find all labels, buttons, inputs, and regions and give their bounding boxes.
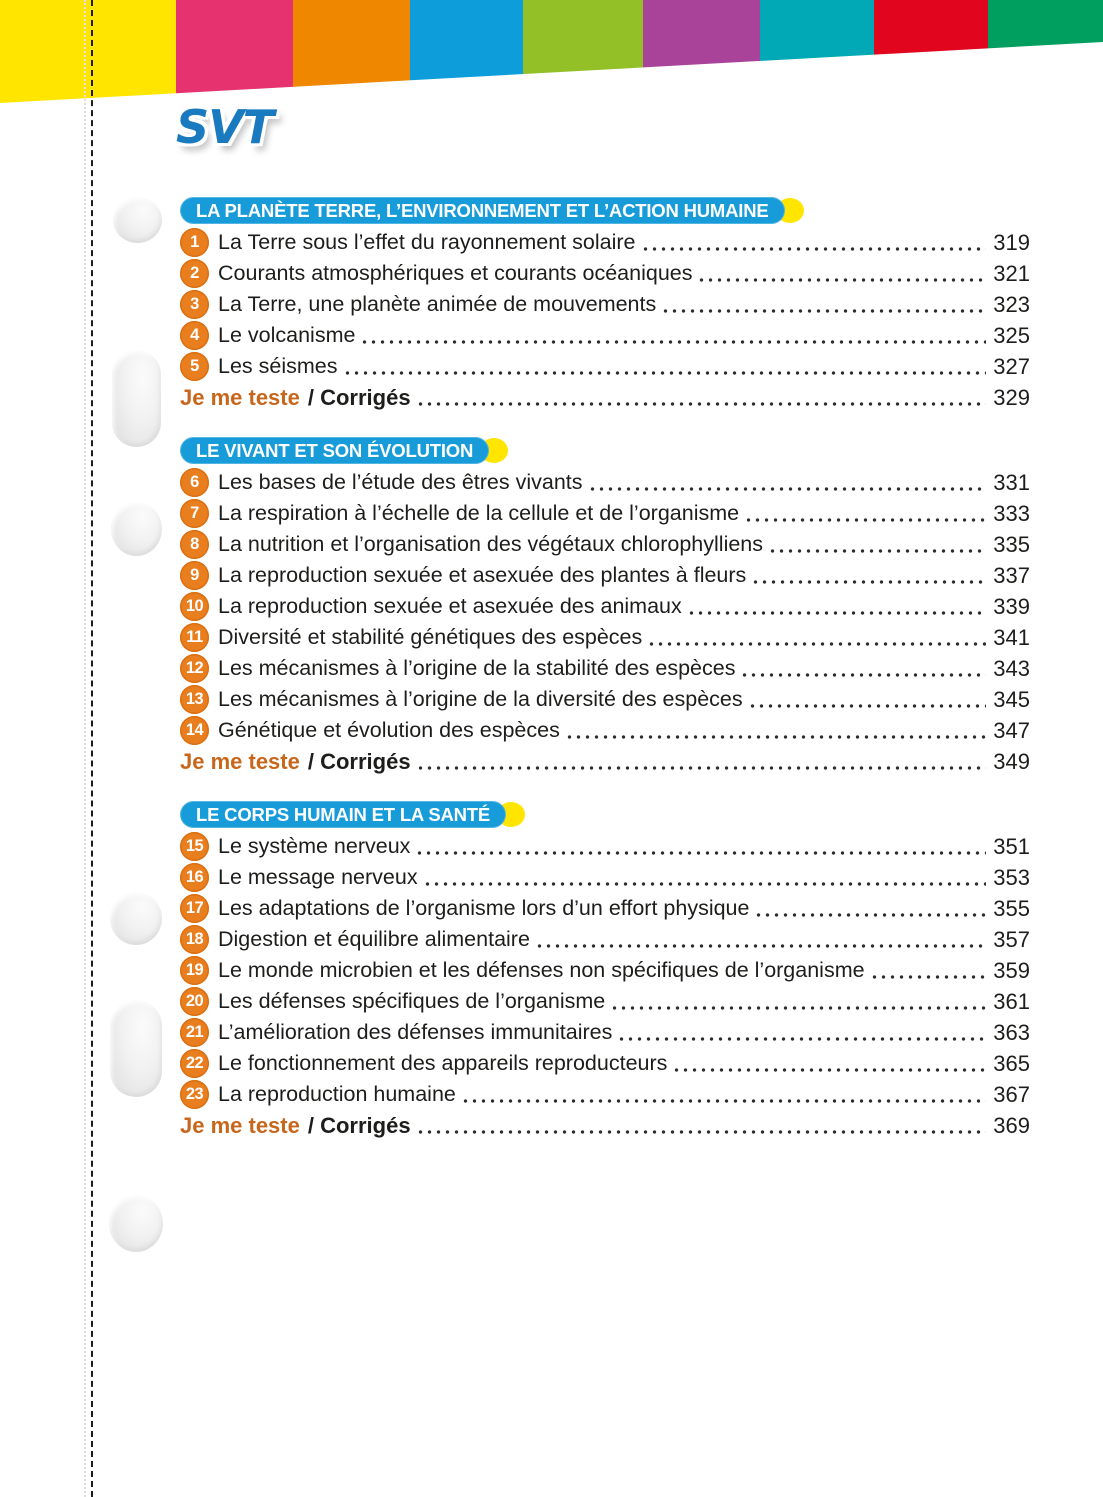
banner-stripe-purple	[643, 0, 760, 103]
chapter-page-number: 347	[993, 717, 1030, 743]
chapter-number-badge: 13	[180, 685, 209, 714]
dot-leader	[461, 1099, 986, 1103]
dot-leader	[751, 580, 986, 584]
section-title: LA PLANÈTE TERRE, L’ENVIRONNEMENT ET L’ACTION HUMAINE	[180, 197, 785, 224]
dot-leader	[697, 278, 986, 282]
dot-leader	[740, 673, 986, 677]
banner-stripe-blue	[410, 0, 523, 103]
toc-entry	[180, 715, 1030, 746]
chapter-number-badge: 10	[180, 592, 209, 621]
dot-leader	[744, 518, 986, 522]
banner-stripe-green	[523, 0, 643, 103]
toc-entry	[180, 289, 1030, 320]
chapter-title: Les adaptations de l’organisme lors d’un effort physique	[218, 896, 750, 920]
toc-entry	[180, 924, 1030, 955]
dot-leader	[416, 402, 986, 406]
chapter-number-badge: 5	[180, 352, 209, 381]
chapter-title: Les mécanismes à l’origine de la stabilité des espèces	[218, 656, 736, 680]
toc-entry	[180, 831, 1030, 862]
toc-entry	[180, 1017, 1030, 1048]
je-me-teste-label: Je me teste	[180, 1112, 300, 1138]
toc-entry	[180, 653, 1030, 684]
footer-page-number: 349	[993, 748, 1030, 774]
chapter-number-badge: 7	[180, 499, 209, 528]
chapter-title: Diversité et stabilité génétiques des espèces	[218, 625, 643, 649]
chapter-number-badge: 8	[180, 530, 209, 559]
chapter-title: La reproduction sexuée et asexuée des animaux	[218, 594, 682, 618]
toc-entry	[180, 351, 1030, 382]
je-me-teste-row	[180, 746, 1030, 777]
toc-entry	[180, 258, 1030, 289]
chapter-title: L’amélioration des défenses immunitaires	[218, 1020, 613, 1044]
toc-entry	[180, 467, 1030, 498]
toc-entry	[180, 498, 1030, 529]
dot-leader	[588, 487, 986, 491]
chapter-page-number: 363	[993, 1019, 1030, 1045]
chapter-page-number: 341	[993, 624, 1030, 650]
chapter-title: Les mécanismes à l’origine de la diversité des espèces	[218, 687, 743, 711]
je-me-teste-row	[180, 1110, 1030, 1141]
chapter-page-number: 331	[993, 469, 1030, 495]
punch-hole	[110, 1000, 162, 1097]
toc-section-3	[180, 801, 1030, 1141]
chapter-number-badge: 9	[180, 561, 209, 590]
toc-entry	[180, 591, 1030, 622]
chapter-page-number: 355	[993, 895, 1030, 921]
chapter-number-badge: 19	[180, 956, 209, 985]
punch-hole	[110, 892, 162, 945]
corriges-label: / Corrigés	[307, 748, 411, 774]
toc-entry	[180, 320, 1030, 351]
chapter-page-number: 327	[993, 353, 1030, 379]
chapter-page-number: 325	[993, 322, 1030, 348]
corriges-label: / Corrigés	[307, 384, 411, 410]
banner-stripe-pink	[176, 0, 293, 103]
toc-entry	[180, 893, 1030, 924]
toc-entry	[180, 684, 1030, 715]
chapter-number-badge: 2	[180, 259, 209, 288]
dot-leader	[416, 1130, 986, 1134]
chapter-page-number: 357	[993, 926, 1030, 952]
chapter-page-number: 333	[993, 500, 1030, 526]
banner-stripe-teal	[760, 0, 874, 103]
dot-leader	[672, 1068, 986, 1072]
chapter-page-number: 319	[993, 229, 1030, 255]
chapter-number-badge: 17	[180, 894, 209, 923]
chapter-title: Génétique et évolution des espèces	[218, 718, 560, 742]
chapter-number-badge: 4	[180, 321, 209, 350]
toc-entry	[180, 227, 1030, 258]
footer-page-number: 329	[993, 384, 1030, 410]
toc-entry	[180, 622, 1030, 653]
chapter-number-badge: 12	[180, 654, 209, 683]
chapter-number-badge: 15	[180, 832, 209, 861]
chapter-title: Le volcanisme	[218, 323, 356, 347]
toc-entry	[180, 529, 1030, 560]
dot-leader	[565, 735, 986, 739]
top-banner	[0, 0, 1103, 103]
chapter-number-badge: 20	[180, 987, 209, 1016]
footer-page-number: 369	[993, 1112, 1030, 1138]
punch-hole	[111, 502, 162, 556]
chapter-title: La nutrition et l’organisation des végétaux chlorophylliens	[218, 532, 764, 556]
chapter-page-number: 367	[993, 1081, 1030, 1107]
chapter-title: Le fonctionnement des appareils reproducteurs	[218, 1051, 668, 1075]
chapter-number-badge: 11	[180, 623, 209, 652]
chapter-page-number: 339	[993, 593, 1030, 619]
dot-leader	[768, 549, 986, 553]
dot-leader	[360, 340, 986, 344]
chapter-title: La respiration à l’échelle de la cellule et de l’organisme	[218, 501, 740, 525]
chapter-title: Le monde microbien et les défenses non spécifiques de l’organisme	[218, 958, 865, 982]
chapter-page-number: 323	[993, 291, 1030, 317]
chapter-title: Digestion et équilibre alimentaire	[218, 927, 530, 951]
chapter-number-badge: 21	[180, 1018, 209, 1047]
dot-leader	[870, 975, 986, 979]
corriges-label: / Corrigés	[307, 1112, 411, 1138]
chapter-title: Le message nerveux	[218, 865, 418, 889]
chapter-page-number: 337	[993, 562, 1030, 588]
punch-hole	[113, 197, 162, 243]
chapter-title: La reproduction humaine	[218, 1082, 456, 1106]
section-header	[180, 801, 506, 828]
dot-leader	[610, 1006, 986, 1010]
chapter-number-badge: 16	[180, 863, 209, 892]
dot-leader	[641, 247, 986, 251]
chapter-title: Les bases de l’étude des êtres vivants	[218, 470, 583, 494]
toc-section-2	[180, 437, 1030, 777]
chapter-page-number: 361	[993, 988, 1030, 1014]
section-title: LE CORPS HUMAIN ET LA SANTÉ	[180, 801, 506, 828]
je-me-teste-label: Je me teste	[180, 384, 300, 410]
punch-hole	[109, 1195, 163, 1252]
dot-leader	[647, 642, 986, 646]
toc-entry	[180, 1079, 1030, 1110]
chapter-page-number: 351	[993, 833, 1030, 859]
je-me-teste-row	[180, 382, 1030, 413]
dot-leader	[661, 309, 986, 313]
dot-leader	[754, 913, 986, 917]
chapter-page-number: 321	[993, 260, 1030, 286]
banner-stripe-dark-green	[988, 0, 1103, 103]
chapter-number-badge: 18	[180, 925, 209, 954]
toc-entry	[180, 862, 1030, 893]
dot-leader	[416, 766, 986, 770]
je-me-teste-label: Je me teste	[180, 748, 300, 774]
chapter-page-number: 365	[993, 1050, 1030, 1076]
chapter-page-number: 335	[993, 531, 1030, 557]
toc-entry	[180, 560, 1030, 591]
banner-stripe-orange	[293, 0, 410, 103]
chapter-title: Le système nerveux	[218, 834, 411, 858]
toc	[180, 197, 1030, 1141]
banner-stripe-yellow	[0, 0, 176, 103]
section-header	[180, 197, 785, 224]
margin-dashed-line	[91, 0, 93, 1497]
dot-leader	[748, 704, 986, 708]
section-title: LE VIVANT ET SON ÉVOLUTION	[180, 437, 489, 464]
toc-entry	[180, 955, 1030, 986]
chapter-number-badge: 14	[180, 716, 209, 745]
dot-leader	[415, 851, 986, 855]
chapter-number-badge: 22	[180, 1049, 209, 1078]
chapter-title: Les séismes	[218, 354, 338, 378]
toc-section-1	[180, 197, 1030, 413]
chapter-number-badge: 23	[180, 1080, 209, 1109]
page-title: SVT	[176, 100, 274, 154]
chapter-number-badge: 6	[180, 468, 209, 497]
dot-leader	[423, 882, 986, 886]
chapter-page-number: 343	[993, 655, 1030, 681]
toc-entry	[180, 986, 1030, 1017]
dot-leader	[535, 944, 986, 948]
chapter-page-number: 345	[993, 686, 1030, 712]
chapter-page-number: 359	[993, 957, 1030, 983]
section-header	[180, 437, 489, 464]
margin-faint-line	[84, 0, 86, 1497]
punch-hole	[112, 350, 161, 447]
chapter-title: La Terre sous l’effet du rayonnement solaire	[218, 230, 636, 254]
dot-leader	[687, 611, 986, 615]
chapter-title: La reproduction sexuée et asexuée des plantes à fleurs	[218, 563, 747, 587]
chapter-title: La Terre, une planète animée de mouvements	[218, 292, 657, 316]
chapter-page-number: 353	[993, 864, 1030, 890]
dot-leader	[617, 1037, 986, 1041]
dot-leader	[343, 371, 987, 375]
chapter-title: Les défenses spécifiques de l’organisme	[218, 989, 606, 1013]
banner-stripe-red	[874, 0, 989, 103]
toc-entry	[180, 1048, 1030, 1079]
chapter-number-badge: 1	[180, 228, 209, 257]
chapter-title: Courants atmosphériques et courants océaniques	[218, 261, 693, 285]
chapter-number-badge: 3	[180, 290, 209, 319]
